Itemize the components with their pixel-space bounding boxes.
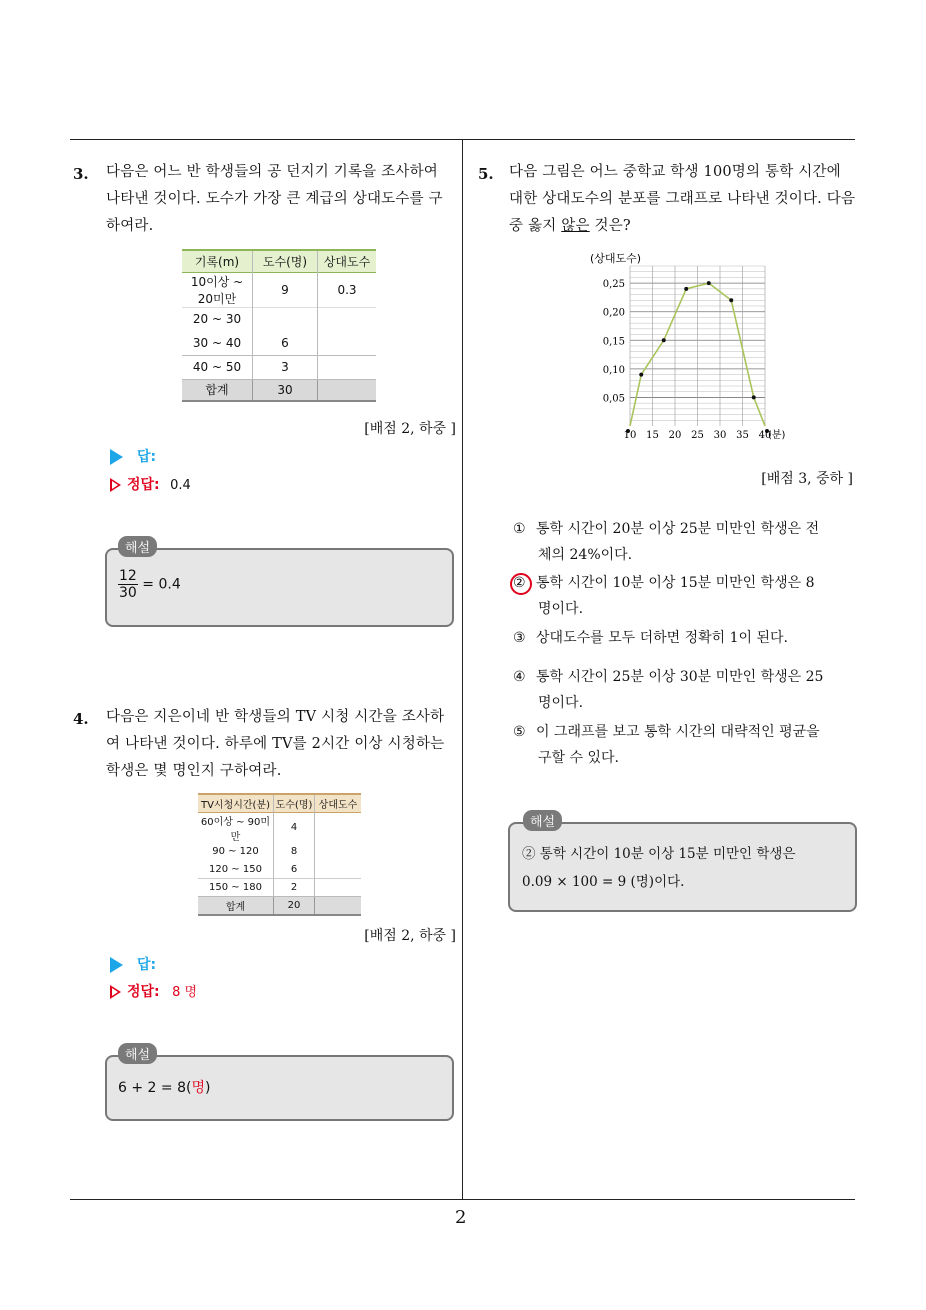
table-total: 30 <box>253 379 318 401</box>
play-icon <box>110 449 123 465</box>
table-cell <box>315 861 362 879</box>
relative-frequency-chart <box>585 248 785 448</box>
table-cell <box>318 331 377 355</box>
q3-text <box>106 159 456 240</box>
table-cell: 90 ~ 120 <box>198 843 274 861</box>
table-header: 상대도수 <box>323 254 371 269</box>
q4-score: [배점 2, 하중 ] <box>364 928 456 944</box>
data-point <box>707 281 711 285</box>
q4-explanation <box>118 1077 210 1097</box>
x-tick-label: 20 <box>668 430 682 441</box>
choice-text: 상대도수를 모두 더하면 정확히 1이 된다. <box>536 630 789 646</box>
choice-3[interactable] <box>513 625 853 651</box>
table-cell <box>253 307 318 331</box>
choice-text: 통학 시간이 20분 이상 25분 미만인 학생은 전 <box>536 521 820 537</box>
q3-frequency-table <box>182 249 376 402</box>
explanation-close: ) <box>204 1080 211 1096</box>
choice-mark: ⑤ <box>513 724 526 740</box>
table-cell: 9 <box>253 272 318 307</box>
table-cell: 120 ~ 150 <box>198 861 274 879</box>
correct-label: 정답: <box>127 477 160 493</box>
table-cell: 3 <box>253 355 318 379</box>
q3-line: 하여라. <box>106 218 154 234</box>
explanation-unit: 명 <box>191 1080 205 1096</box>
choice-text-cont: 명이다. <box>538 601 584 617</box>
table-cell: 20 ~ 30 <box>182 307 253 331</box>
page-number: 2 <box>455 1207 467 1228</box>
q4-line: 여 나타낸 것이다. 하루에 TV를 2시간 이상 시청하는 <box>106 736 445 752</box>
table-total: 20 <box>274 897 315 915</box>
table-header: 기록(m) <box>182 250 253 272</box>
choice-text: 이 그래프를 보고 통학 시간의 대략적인 평균을 <box>536 724 820 740</box>
q5-line <box>509 213 859 240</box>
table-cell <box>318 307 377 331</box>
x-tick-label: 25 <box>691 430 704 441</box>
q5-underlined-word: 않은 <box>561 218 590 234</box>
table-cell: 4 <box>274 812 315 843</box>
table-cell: 10이상 ~ 20미만 <box>182 272 253 307</box>
table-cell <box>315 812 362 843</box>
answer-circle-mark <box>510 573 532 595</box>
fraction-numerator: 12 <box>119 568 137 584</box>
q5-text <box>509 159 859 240</box>
explanation-tag: 해설 <box>118 1043 157 1064</box>
data-point <box>639 373 643 377</box>
explanation-formula: 6 + 2 = 8( <box>118 1080 192 1096</box>
x-tick-label: 35 <box>736 430 749 441</box>
q3-line: 나타낸 것이다. 도수가 가장 큰 계급의 상대도수를 구 <box>106 191 443 207</box>
choice-mark: ② <box>513 575 526 591</box>
table-cell: 8 <box>274 843 315 861</box>
table-cell <box>318 355 377 379</box>
table-total: 합계 <box>198 897 274 915</box>
q4-frequency-table <box>198 793 361 916</box>
explanation-line: 0.09 × 100 = 9 (명)이다. <box>522 874 685 890</box>
choice-4[interactable] <box>513 664 853 716</box>
q5-line-part: 것은? <box>589 218 631 234</box>
q4-correct-row <box>110 981 197 1001</box>
q5-line-part: 중 옳지 <box>509 218 562 234</box>
choice-5[interactable] <box>513 719 853 771</box>
table-total: 합계 <box>182 379 253 401</box>
correct-value: 0.4 <box>170 478 191 493</box>
y-tick-label: 0,10 <box>602 364 625 376</box>
play-icon <box>110 957 123 973</box>
choice-mark: ③ <box>513 630 526 646</box>
correct-label: 정답: <box>127 984 160 1000</box>
x-axis-unit-label: (분) <box>768 430 785 441</box>
explanation-result: = 0.4 <box>142 576 181 593</box>
answer-label: 답: <box>137 449 157 465</box>
outline-play-icon <box>110 985 121 999</box>
q5-number: 5. <box>478 165 494 183</box>
outline-play-icon <box>110 478 121 492</box>
table-cell: 6 <box>253 331 318 355</box>
explanation-tag: 해설 <box>523 810 562 831</box>
data-point <box>684 287 688 291</box>
choice-mark: ① <box>513 521 526 537</box>
q5-line: 다음 그림은 어느 중학교 학생 100명의 통학 시간에 <box>509 164 841 180</box>
choice-text: 통학 시간이 25분 이상 30분 미만인 학생은 25 <box>536 669 824 685</box>
answer-label: 답: <box>137 957 157 973</box>
q3-score: [배점 2, 하중 ] <box>364 421 456 437</box>
table-total <box>315 897 362 915</box>
y-tick-label: 0,15 <box>602 336 625 348</box>
data-point <box>662 338 666 342</box>
table-header: 도수(명) <box>274 794 315 812</box>
q4-number: 4. <box>73 710 89 728</box>
table-cell: 2 <box>274 879 315 897</box>
q4-answer-row <box>110 954 156 974</box>
q5-score: [배점 3, 중하 ] <box>761 471 853 487</box>
choice-text-cont: 구할 수 있다. <box>538 750 619 766</box>
table-cell: 150 ~ 180 <box>198 879 274 897</box>
table-cell: 0.3 <box>337 282 357 297</box>
x-tick-label: 10 <box>623 430 637 441</box>
data-point <box>752 395 756 399</box>
table-cell <box>315 843 362 861</box>
choice-1[interactable] <box>513 516 853 568</box>
choice-mark: ④ <box>513 669 526 685</box>
table-cell: 30 ~ 40 <box>182 331 253 355</box>
x-tick-label: 40 <box>758 430 772 441</box>
table-cell <box>315 879 362 897</box>
data-point <box>729 298 733 302</box>
table-total <box>318 379 377 401</box>
y-tick-label: 0,25 <box>602 279 625 291</box>
explanation-line: ② 통학 시간이 10분 이상 15분 미만인 학생은 <box>522 846 796 862</box>
x-tick-label: 30 <box>713 430 727 441</box>
table-header: 도수(명) <box>253 250 318 272</box>
q4-line: 학생은 몇 명인지 구하여라. <box>106 763 282 779</box>
q3-answer-row <box>110 446 156 466</box>
column-divider <box>462 139 463 1200</box>
table-cell: 40 ~ 50 <box>182 355 253 379</box>
y-tick-label: 0,05 <box>602 393 625 405</box>
fraction-denominator: 30 <box>119 585 137 601</box>
choice-text: 통학 시간이 10분 이상 15분 미만인 학생은 8 <box>536 575 815 591</box>
q3-explanation <box>118 568 181 601</box>
q4-text <box>106 704 456 785</box>
table-cell: 6 <box>274 861 315 879</box>
q5-explanation <box>522 840 796 896</box>
explanation-tag: 해설 <box>118 536 157 557</box>
y-tick-label: 0,20 <box>602 307 625 319</box>
table-header: TV시청시간(분) <box>198 794 274 812</box>
table-header: 상대도수 <box>318 799 358 811</box>
q3-correct-row <box>110 474 191 494</box>
choice-text-cont: 체의 24%이다. <box>538 547 633 563</box>
correct-value: 8 명 <box>172 985 198 1000</box>
q5-line: 대한 상대도수의 분포를 그래프로 나타낸 것이다. 다음 <box>509 191 856 207</box>
q4-line: 다음은 지은이네 반 학생들의 TV 시청 시간을 조사하 <box>106 709 445 725</box>
chart-y-axis-label: (상대도수) <box>590 252 642 265</box>
choice-text-cont: 명이다. <box>538 695 584 711</box>
q3-line: 다음은 어느 반 학생들의 공 던지기 기록을 조사하여 <box>106 164 439 180</box>
q3-number: 3. <box>73 165 89 183</box>
x-tick-label: 15 <box>646 430 659 441</box>
table-cell: 60이상 ~ 90미만 <box>198 812 274 843</box>
choice-2[interactable] <box>513 570 853 622</box>
